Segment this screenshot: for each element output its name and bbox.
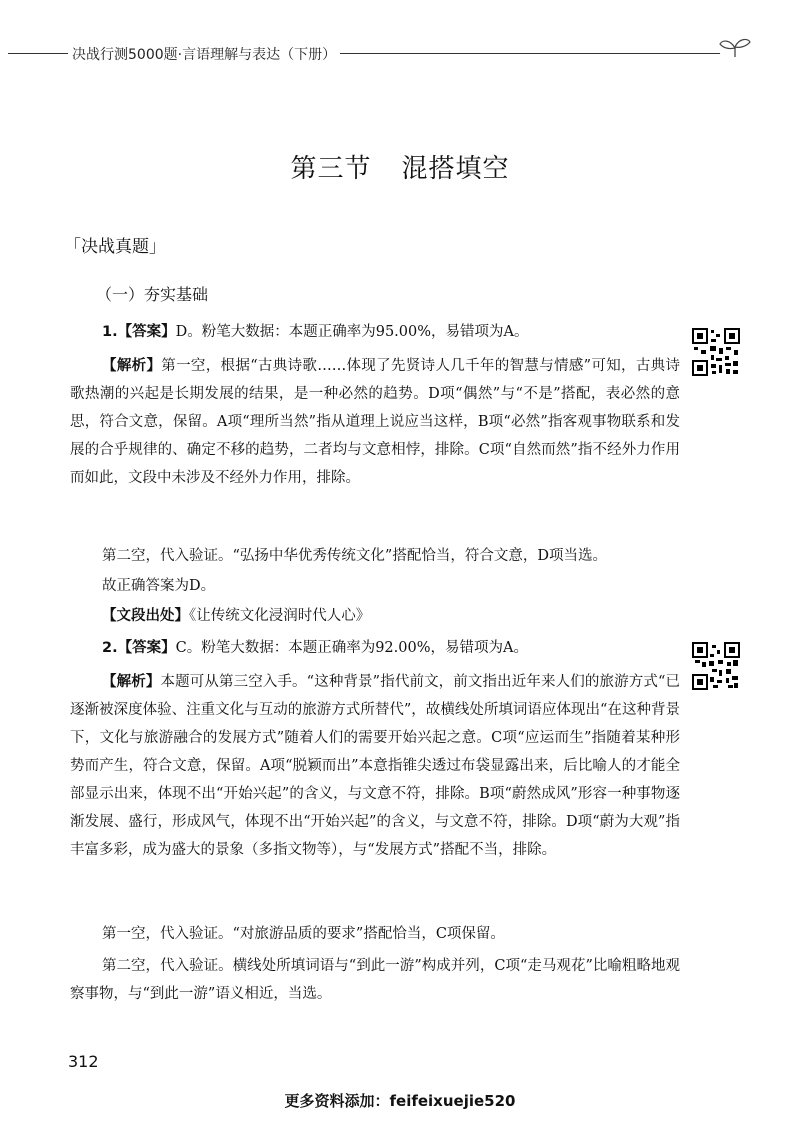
q2-answer-text: C。粉笔大数据：本题正确率为92.00%，易错项为A。 <box>175 640 528 656</box>
section-number: 第三节 <box>290 154 372 184</box>
q2-analysis <box>70 668 680 864</box>
q2-first-blank: 第一空，代入验证。“对旅游品质的要求”搭配恰当，C项保留。 <box>102 926 505 942</box>
header-rule-right <box>340 53 720 54</box>
footer-note: 更多资料添加：feifeixuejie520 <box>284 1092 516 1110</box>
zhenti-heading: 「决战真题」 <box>64 237 166 257</box>
q1-answer-text: D。粉笔大数据：本题正确率为95.00%，易错项为A。 <box>175 324 529 340</box>
page-number: 312 <box>68 1052 99 1071</box>
q1-answer-label: 1.【答案】 <box>102 324 176 340</box>
section-title <box>0 148 800 185</box>
q1-second-blank: 第二空，代入验证。“弘扬中华优秀传统文化”搭配恰当，符合文意，D项当选。 <box>102 548 607 564</box>
q2-analysis-label: 【解析】 <box>102 674 161 690</box>
q2-analysis-text: 本题可从第三空入手。“这种背景”指代前文，前文指出近年来人们的旅游方式“已逐渐被深度体验、注重文化与互动的旅游方式所替代”，故横线处所填词语应体现出“在这种背景下，文化与旅游融合的发展方式”随着人们的需要开始兴起之意。C项“应运而生”指随着某种形势而产生，符合文意，保留。A项“脱颖而出”本意指锥尖透过布袋显露出来，后比喻人的才能全部显示出来，体现不出“开始兴起”的含义，与文意不符，排除。B项“蔚然成风”形容一种事物逐渐发展、盛行，形成风气，体现不出“开始兴起”的含义，与文意不符，排除。D项“蔚为大观”指丰富多彩，成为盛大的景象（多指文物等），与“发展方式”搭配不当，排除。 <box>70 674 680 858</box>
qr-code-icon <box>692 642 740 690</box>
q2-answer-label: 2.【答案】 <box>102 640 176 656</box>
q1-analysis-text: 第一空，根据“古典诗歌……体现了先贤诗人几千年的智慧与情感”可知，古典诗歌热潮的兴起是长期发展的结果，是一种必然的趋势。D项“偶然”与“不是”搭配，表必然的意思，符合文意，保留。A项“理所当然”指从道理上说应当这样，B项“必然”指客观事物联系和发展的合乎规律的、确定不移的趋势，二者均与文意相悖，排除。C项“自然而然”指不经外力作用而如此，文段中未涉及不经外力作用，排除。 <box>70 358 680 486</box>
qr-code-icon <box>692 328 740 376</box>
sub-heading: （一）夯实基础 <box>96 285 209 304</box>
q1-conclusion: 故正确答案为D。 <box>102 578 216 594</box>
q1-source <box>70 602 680 630</box>
q1-analysis-label: 【解析】 <box>102 358 162 374</box>
q1-answer <box>70 318 680 346</box>
q2-second-blank: 第二空，代入验证。横线处所填词语与“到此一游”构成并列，C项“走马观花”比喻粗略地观察事物，与“到此一游”语义相近，当选。 <box>70 958 680 1002</box>
header-book-title: 决战行测5000题·言语理解与表达（下册） <box>72 47 337 63</box>
q1-source-text: 《让传统文化浸润时代人心》 <box>189 608 371 624</box>
header-rule-left <box>8 53 68 54</box>
section-name: 混搭填空 <box>401 154 510 184</box>
q1-analysis <box>70 352 680 492</box>
q1-source-label: 【文段出处】 <box>102 608 189 624</box>
sprout-icon <box>718 36 752 58</box>
q2-answer <box>70 634 680 662</box>
